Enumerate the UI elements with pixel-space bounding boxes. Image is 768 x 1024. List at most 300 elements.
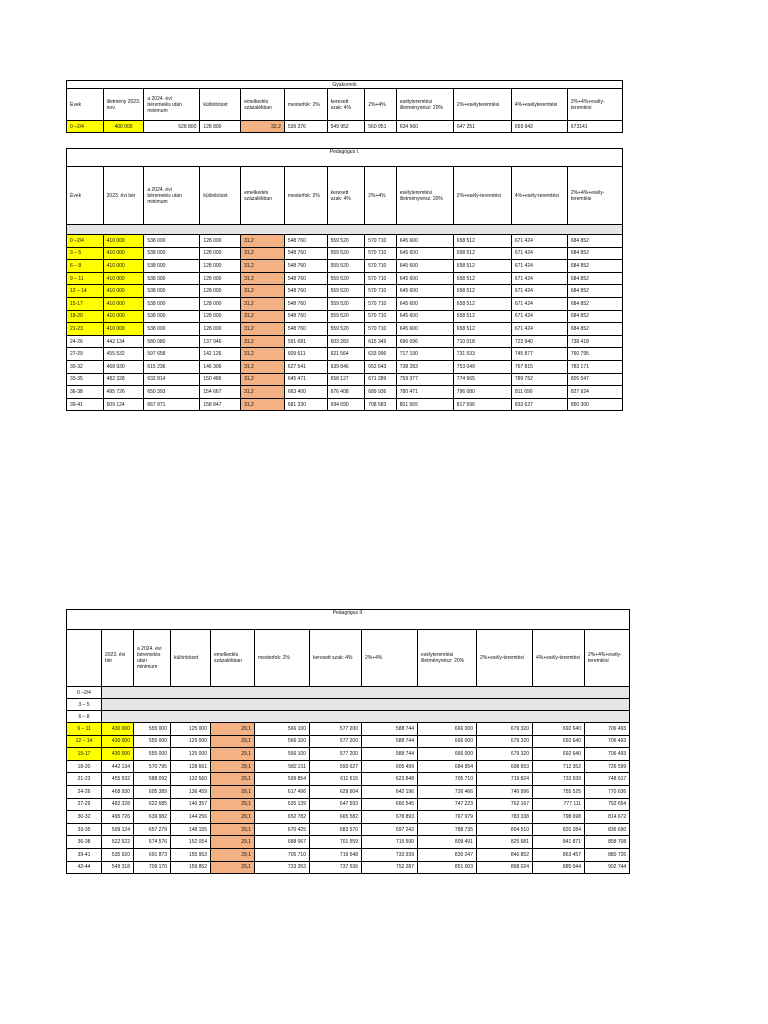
- table-cell: 155 953: [171, 848, 211, 861]
- table-cell: 645 600: [396, 310, 453, 323]
- row-label: 33-35: [67, 373, 104, 386]
- table-cell: 715 590: [362, 836, 418, 849]
- table-row: [67, 335, 623, 348]
- table-cell: 658 512: [453, 285, 511, 298]
- column-header: különbözet: [200, 89, 241, 121]
- column-header: emelkedés százalékban: [241, 89, 285, 121]
- table-cell: 570 710: [365, 297, 397, 310]
- table-cell: 555 000: [134, 735, 171, 748]
- table-row: [67, 121, 623, 133]
- row-label: 3 – 5: [67, 247, 104, 260]
- table-cell: 599 854: [255, 773, 310, 786]
- row-label: 0 –2/4: [67, 121, 104, 133]
- table-cell: 32,2: [241, 121, 285, 133]
- table-cell: 678 893: [362, 811, 418, 824]
- row-label: 42-44: [67, 861, 102, 874]
- table-cell: 146 306: [200, 360, 241, 373]
- table-cell: 652 782: [255, 811, 310, 824]
- column-header: 2023. évi bér: [103, 167, 144, 225]
- table-row: [67, 247, 623, 260]
- table-cell: 774 565: [453, 373, 511, 386]
- table-cell: 635 139: [255, 798, 310, 811]
- column-header: a 2024. évi béremelés után minimum: [144, 89, 200, 121]
- table-cell: 566 100: [255, 723, 310, 736]
- table-cell: 820 284: [533, 823, 585, 836]
- table-cell: 679 320: [477, 735, 533, 748]
- table-row: [67, 748, 630, 761]
- table-row: [67, 272, 623, 285]
- table-cell: 617 496: [255, 785, 310, 798]
- table-cell: 410 000: [103, 285, 144, 298]
- column-header: esélyteremtési illetménynész: 20%: [418, 630, 477, 687]
- table-cell: 760 795: [567, 348, 622, 361]
- table-cell: 645 600: [396, 247, 453, 260]
- table-cell: 658 512: [453, 272, 511, 285]
- table-cell: 609 611: [284, 348, 327, 361]
- table-cell: 430 000: [102, 735, 134, 748]
- empty-cell: [102, 699, 630, 711]
- table-pedagogus-1: [66, 148, 623, 411]
- table-cell: 410 000: [103, 247, 144, 260]
- table-cell: 148 155: [171, 823, 211, 836]
- table-cell: 706 493: [585, 735, 630, 748]
- table-cell: 698 653: [477, 760, 533, 773]
- table-cell: 559 520: [327, 323, 365, 336]
- table-cell: 29,1: [211, 735, 255, 748]
- table-cell: 667 971: [144, 398, 200, 411]
- table-row: [67, 735, 630, 748]
- table-row: [67, 798, 630, 811]
- row-label: 39-41: [67, 398, 104, 411]
- table-cell: 629 604: [310, 785, 362, 798]
- table-cell: 658 512: [453, 310, 511, 323]
- table-cell: 400 000: [103, 121, 144, 133]
- table-cell: 410 000: [103, 297, 144, 310]
- table-cell: 804 510: [477, 823, 533, 836]
- row-label: 6 – 8: [67, 711, 102, 723]
- table-row: [67, 848, 630, 861]
- table-row: [67, 785, 630, 798]
- table-cell: 814 672: [585, 811, 630, 824]
- table-cell: 738 418: [567, 335, 622, 348]
- table-cell: 29,1: [211, 723, 255, 736]
- table-cell: 671 424: [511, 260, 567, 273]
- table-cell: 634 560: [396, 121, 453, 133]
- table-cell: 158 847: [200, 398, 241, 411]
- table-cell: 666 000: [418, 748, 477, 761]
- column-header: illetmény 2023. nov.: [103, 89, 144, 121]
- row-label: 36-38: [67, 836, 102, 849]
- row-label: 24-26: [67, 785, 102, 798]
- table-cell: 566 100: [255, 735, 310, 748]
- table-cell: 645 600: [396, 272, 453, 285]
- table-cell: 671 424: [511, 247, 567, 260]
- table-cell: 482 328: [102, 798, 134, 811]
- empty-cell: [102, 687, 630, 699]
- column-header: 2%+4%: [365, 167, 397, 225]
- table-cell: 570 710: [365, 235, 397, 248]
- column-header: 2%+esély-teremtési: [453, 167, 511, 225]
- table-cell: 705 710: [418, 773, 477, 786]
- table-cell: 731 533: [453, 348, 511, 361]
- column-header: 2%+4%+esély-teremtési: [585, 630, 630, 687]
- table-cell: 850 300: [567, 398, 622, 411]
- table-cell: 691 873: [134, 848, 171, 861]
- table-cell: 538 000: [144, 247, 200, 260]
- table-cell: 29,1: [211, 811, 255, 824]
- table-cell: 548 760: [284, 247, 327, 260]
- table-cell: 31,2: [241, 373, 285, 386]
- table-cell: 559 520: [327, 247, 365, 260]
- row-label: 6 – 8: [67, 260, 104, 273]
- table-cell: 723 353: [255, 861, 310, 874]
- table-cell: 902 744: [585, 861, 630, 874]
- row-label: 21-23: [67, 323, 104, 336]
- table-cell: 762 167: [477, 798, 533, 811]
- table-cell: 31,2: [241, 260, 285, 273]
- row-label: 33-35: [67, 823, 102, 836]
- table-cell: 410 000: [103, 260, 144, 273]
- table-cell: 726 599: [585, 760, 630, 773]
- table-cell: 805 547: [567, 373, 622, 386]
- table-row: [67, 310, 623, 323]
- table-cell: 674 576: [134, 836, 171, 849]
- table-cell: 125 000: [171, 748, 211, 761]
- table-cell: 789 752: [511, 373, 567, 386]
- table-cell: 671 289: [365, 373, 397, 386]
- table-cell: 708 583: [365, 398, 397, 411]
- table-cell: 670 425: [255, 823, 310, 836]
- column-header: 4%+esély-teremtési: [511, 167, 567, 225]
- row-label: 27-29: [67, 348, 104, 361]
- row-label: 18-20: [67, 760, 102, 773]
- column-header: 2%+4%: [362, 630, 418, 687]
- table-cell: 692 640: [533, 748, 585, 761]
- table-cell: 658 127: [327, 373, 365, 386]
- row-label: 30-32: [67, 811, 102, 824]
- column-header: mesterfok: 2%: [255, 630, 310, 687]
- table-row-empty: [67, 711, 630, 723]
- table-cell: 863 457: [533, 848, 585, 861]
- table-cell: 740 996: [477, 785, 533, 798]
- table-row: [67, 297, 623, 310]
- table-cell: 152 054: [171, 836, 211, 849]
- table-cell: 570 710: [365, 285, 397, 298]
- table-cell: 468 930: [102, 785, 134, 798]
- table-cell: 528 800: [144, 121, 200, 133]
- row-label: 12 – 14: [67, 285, 104, 298]
- column-header: 4%+esély-teremtési: [533, 630, 585, 687]
- table-gyakornok: [66, 80, 623, 133]
- table-cell: 410 000: [103, 323, 144, 336]
- table-cell: 719 824: [477, 773, 533, 786]
- table-cell: 684 852: [567, 260, 622, 273]
- table-cell: 154 667: [200, 386, 241, 399]
- table-cell: 455 532: [103, 348, 144, 361]
- table-cell: 645 600: [396, 260, 453, 273]
- table-cell: 570 710: [365, 247, 397, 260]
- table-cell: 29,1: [211, 823, 255, 836]
- table-cell: 676 408: [327, 386, 365, 399]
- table-cell: 747 223: [418, 798, 477, 811]
- table-cell: 509 124: [103, 398, 144, 411]
- table-cell: 535 920: [102, 848, 134, 861]
- column-header: a 2024. évi béremelés után minimum: [144, 167, 200, 225]
- table-cell: 522 522: [102, 836, 134, 849]
- table-cell: 548 760: [284, 260, 327, 273]
- column-header: 2%+4%+esély-teremtési: [567, 89, 622, 121]
- table-cell: 684 852: [567, 285, 622, 298]
- table-cell: 31,2: [241, 285, 285, 298]
- table-cell: 31,2: [241, 348, 285, 361]
- table-cell: 759 377: [396, 373, 453, 386]
- table-cell: 658 512: [453, 323, 511, 336]
- table-cell: 694 690: [327, 398, 365, 411]
- table-cell: 577 200: [310, 723, 362, 736]
- table-cell: 645 600: [396, 285, 453, 298]
- row-label: 3 – 5: [67, 699, 102, 711]
- table-cell: 31,2: [241, 386, 285, 399]
- row-label: 9 – 11: [67, 272, 104, 285]
- table-cell: 679 320: [477, 748, 533, 761]
- table-cell: 679 320: [477, 723, 533, 736]
- table-cell: 577 200: [310, 735, 362, 748]
- column-header: emelkedés százalékban: [241, 167, 285, 225]
- column-header: esélyteremtési illetménynész: 20%: [396, 89, 453, 121]
- table-cell: 588 092: [134, 773, 171, 786]
- table-cell: 738 283: [396, 360, 453, 373]
- table-cell: 684 852: [567, 323, 622, 336]
- table-cell: 570 710: [365, 272, 397, 285]
- table-cell: 410 000: [103, 272, 144, 285]
- table-cell: 132 560: [171, 773, 211, 786]
- table-row-empty: [67, 687, 630, 699]
- table-cell: 658 512: [453, 235, 511, 248]
- table-cell: 128 000: [200, 297, 241, 310]
- row-label: 15-17: [67, 297, 104, 310]
- table-cell: 29,1: [211, 861, 255, 874]
- table-cell: 632 814: [144, 373, 200, 386]
- table-cell: 622 685: [134, 798, 171, 811]
- table-row-empty: [67, 699, 630, 711]
- table-cell: 559 520: [327, 272, 365, 285]
- table-cell: 811 690: [511, 386, 567, 399]
- table-cell: 684 852: [567, 247, 622, 260]
- table-cell: 29,1: [211, 848, 255, 861]
- column-header: különbözet: [171, 630, 211, 687]
- table-cell: 128 000: [200, 247, 241, 260]
- table-cell: 817 596: [453, 398, 511, 411]
- table-cell: 623 848: [362, 773, 418, 786]
- table-cell: 410 000: [103, 235, 144, 248]
- table-pedagogus-2: [66, 609, 630, 874]
- table-cell: 31,2: [241, 272, 285, 285]
- table-cell: 136 459: [171, 785, 211, 798]
- table-cell: 605 499: [362, 760, 418, 773]
- table-cell: 538 000: [144, 272, 200, 285]
- table-cell: 548 760: [284, 235, 327, 248]
- table-cell: 538 000: [144, 285, 200, 298]
- table-cell: 858 708: [585, 836, 630, 849]
- table-row: [67, 760, 630, 773]
- table-cell: 570 795: [134, 760, 171, 773]
- table-cell: 591 681: [284, 335, 327, 348]
- column-header: keresett szak: 4%: [327, 167, 365, 225]
- table-cell: 706 493: [585, 723, 630, 736]
- row-label: 18-20: [67, 310, 104, 323]
- column-header: keresett szak: 4%: [310, 630, 362, 687]
- table-row: [67, 723, 630, 736]
- table-cell: 31,2: [241, 335, 285, 348]
- table-cell: 555 000: [134, 723, 171, 736]
- table-cell: 692 640: [533, 735, 585, 748]
- table-cell: 737 536: [310, 861, 362, 874]
- table-row: [67, 823, 630, 836]
- table-cell: 560 951: [365, 121, 397, 133]
- table-cell: 706 493: [585, 748, 630, 761]
- table-cell: 615 349: [365, 335, 397, 348]
- table-cell: 783 338: [477, 811, 533, 824]
- table-cell: 549 318: [102, 861, 134, 874]
- table-cell: 31,2: [241, 310, 285, 323]
- table-cell: 780 471: [396, 386, 453, 399]
- table-cell: 688 067: [255, 836, 310, 849]
- table-cell: 684 852: [567, 297, 622, 310]
- table-cell: 796 080: [453, 386, 511, 399]
- column-header: mesterfok: 2%: [284, 89, 327, 121]
- table-cell: 684 852: [567, 272, 622, 285]
- empty-cell: [102, 711, 630, 723]
- table-cell: 430 000: [102, 748, 134, 761]
- table-cell: 142 126: [200, 348, 241, 361]
- table-cell: 658 512: [453, 260, 511, 273]
- column-header: Évek: [67, 89, 104, 121]
- table-cell: 712 352: [533, 760, 585, 773]
- table-cell: 31,2: [241, 247, 285, 260]
- table-cell: 31,2: [241, 360, 285, 373]
- table-cell: 660 545: [362, 798, 418, 811]
- table-cell: 885 044: [533, 861, 585, 874]
- table-cell: 809 491: [418, 836, 477, 849]
- table-cell: 666 000: [418, 735, 477, 748]
- column-header: 4%+esélyteremtési: [511, 89, 567, 121]
- table-cell: 570 710: [365, 323, 397, 336]
- table-cell: 442 134: [102, 760, 134, 773]
- row-label: 30-32: [67, 360, 104, 373]
- table-row: [67, 235, 623, 248]
- table-cell: 538 000: [144, 297, 200, 310]
- table-cell: 580 080: [144, 335, 200, 348]
- table-cell: 611 615: [310, 773, 362, 786]
- table-cell: 827 924: [567, 386, 622, 399]
- table-cell: 717 190: [396, 348, 453, 361]
- table-cell: 666 000: [418, 723, 477, 736]
- row-label: 0 –2/4: [67, 687, 102, 699]
- table-cell: 671 424: [511, 310, 567, 323]
- table-cell: 31,2: [241, 297, 285, 310]
- table-cell: 29,1: [211, 773, 255, 786]
- table-cell: 570 710: [365, 310, 397, 323]
- table-cell: 603 283: [327, 335, 365, 348]
- table-cell: 701 559: [310, 836, 362, 849]
- table-cell: 681 330: [284, 398, 327, 411]
- table-cell: 482 328: [103, 373, 144, 386]
- column-header: 2%+esélyteremtési: [453, 89, 511, 121]
- table-cell: 684 852: [567, 310, 622, 323]
- table-cell: 673141: [567, 121, 622, 133]
- row-label: 27-29: [67, 798, 102, 811]
- table-cell: 671 424: [511, 272, 567, 285]
- table-row: [67, 285, 623, 298]
- table-cell: 430 000: [102, 723, 134, 736]
- table-cell: 549 952: [327, 121, 365, 133]
- table-cell: 753 049: [453, 360, 511, 373]
- table-cell: 128 800: [200, 121, 241, 133]
- table-cell: 659 942: [511, 121, 567, 133]
- table-cell: 538 000: [144, 310, 200, 323]
- table-cell: 663 400: [284, 386, 327, 399]
- table-cell: 442 134: [103, 335, 144, 348]
- table-cell: 31,2: [241, 235, 285, 248]
- table-cell: 150 486: [200, 373, 241, 386]
- column-header: emelkedés százalékban: [211, 630, 255, 687]
- row-label: 0 –2/4: [67, 235, 104, 248]
- table-cell: 31,2: [241, 323, 285, 336]
- table-cell: 767 979: [418, 811, 477, 824]
- table-cell: 647 593: [310, 798, 362, 811]
- table-cell: 125 000: [171, 735, 211, 748]
- table-cell: 559 520: [327, 310, 365, 323]
- table-cell: 29,1: [211, 798, 255, 811]
- table-cell: 593 627: [310, 760, 362, 773]
- table-cell: 710 018: [453, 335, 511, 348]
- column-header: 2%+4%+esély-teremtési: [567, 167, 622, 225]
- table-cell: 671 424: [511, 323, 567, 336]
- table-cell: 125 000: [171, 723, 211, 736]
- table-cell: 495 726: [102, 811, 134, 824]
- table-cell: 559 520: [327, 285, 365, 298]
- column-header: 2023. évi bér: [102, 630, 134, 687]
- table-title: Pedagógus I.: [67, 149, 623, 167]
- table-cell: 455 532: [102, 773, 134, 786]
- table-cell: 29,1: [211, 785, 255, 798]
- table-cell: 468 930: [103, 360, 144, 373]
- table-row: [67, 811, 630, 824]
- table-cell: 538 000: [144, 260, 200, 273]
- table-cell: 128 000: [200, 323, 241, 336]
- table-cell: 801 565: [396, 398, 453, 411]
- table-cell: 733 939: [533, 773, 585, 786]
- table-row: [67, 260, 623, 273]
- table-cell: 645 600: [396, 323, 453, 336]
- table-cell: 652 643: [365, 360, 397, 373]
- table-cell: 723 940: [511, 335, 567, 348]
- table-cell: 788 735: [418, 823, 477, 836]
- table-cell: 128 000: [200, 310, 241, 323]
- table-cell: 538 000: [144, 235, 200, 248]
- table-cell: 137 946: [200, 335, 241, 348]
- table-cell: 841 871: [533, 836, 585, 849]
- table-cell: 570 710: [365, 260, 397, 273]
- table-cell: 658 512: [453, 247, 511, 260]
- table-cell: 851 003: [418, 861, 477, 874]
- table-cell: 588 744: [362, 723, 418, 736]
- table-cell: 548 760: [284, 297, 327, 310]
- table-cell: 692 640: [533, 723, 585, 736]
- table-cell: 671 424: [511, 235, 567, 248]
- table-cell: 29,1: [211, 760, 255, 773]
- table-cell: 538 000: [144, 323, 200, 336]
